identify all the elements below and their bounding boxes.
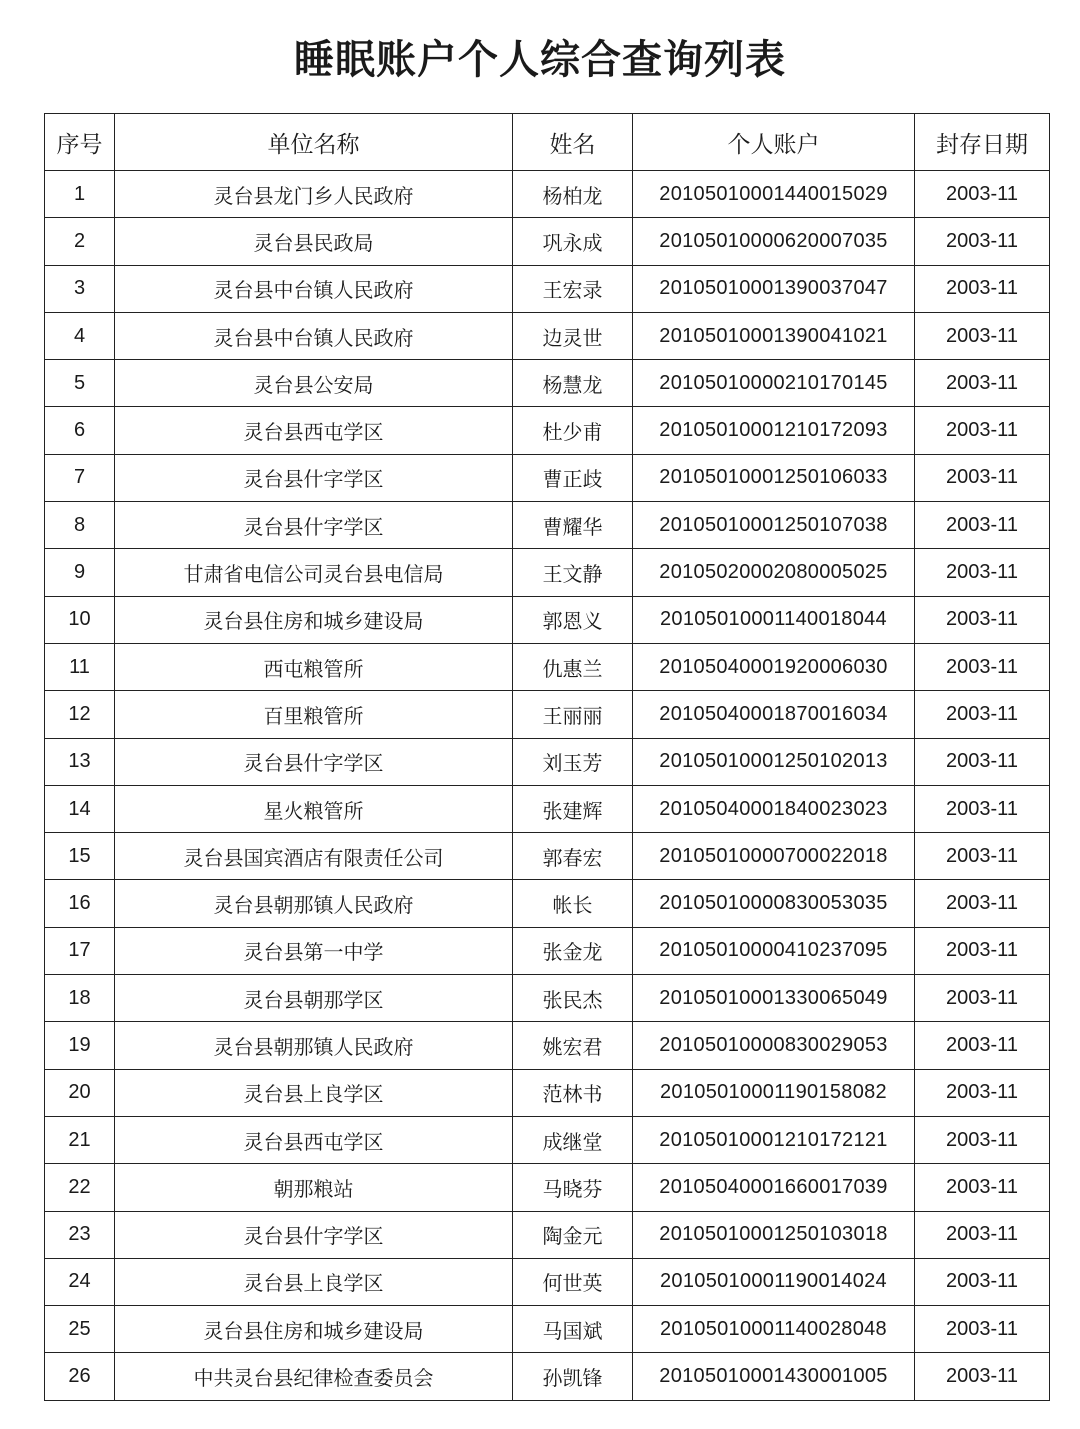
cell-unit: 灵台县住房和城乡建设局 <box>115 1306 513 1353</box>
cell-seq: 12 <box>45 691 115 738</box>
table-row <box>45 596 1050 643</box>
cell-account: 20105010001440015029 <box>633 171 915 218</box>
cell-name: 杨柏龙 <box>513 171 633 218</box>
cell-date: 2003-11 <box>915 833 1050 880</box>
cell-account: 20105010001390041021 <box>633 312 915 359</box>
cell-name: 边灵世 <box>513 312 633 359</box>
cell-unit: 灵台县朝那镇人民政府 <box>115 1022 513 1069</box>
cell-account: 20105010001390037047 <box>633 265 915 312</box>
cell-account: 20105010000700022018 <box>633 833 915 880</box>
cell-name: 张建辉 <box>513 785 633 832</box>
cell-date: 2003-11 <box>915 1022 1050 1069</box>
cell-name: 孙凯锋 <box>513 1353 633 1400</box>
cell-unit: 百里粮管所 <box>115 691 513 738</box>
cell-seq: 5 <box>45 360 115 407</box>
cell-account: 20105010001140028048 <box>633 1306 915 1353</box>
cell-name: 马晓芬 <box>513 1164 633 1211</box>
cell-unit: 灵台县什字学区 <box>115 738 513 785</box>
table-row <box>45 1069 1050 1116</box>
cell-unit: 灵台县公安局 <box>115 360 513 407</box>
cell-date: 2003-11 <box>915 407 1050 454</box>
cell-name: 郭恩义 <box>513 596 633 643</box>
cell-unit: 灵台县国宾酒店有限责任公司 <box>115 833 513 880</box>
cell-unit: 灵台县朝那镇人民政府 <box>115 880 513 927</box>
cell-name: 巩永成 <box>513 218 633 265</box>
table-row <box>45 265 1050 312</box>
cell-unit: 灵台县朝那学区 <box>115 975 513 1022</box>
cell-name: 张金龙 <box>513 927 633 974</box>
table-row <box>45 312 1050 359</box>
cell-date: 2003-11 <box>915 1306 1050 1353</box>
cell-name: 马国斌 <box>513 1306 633 1353</box>
cell-date: 2003-11 <box>915 218 1050 265</box>
cell-account: 20105010000410237095 <box>633 927 915 974</box>
cell-name: 郭春宏 <box>513 833 633 880</box>
cell-date: 2003-11 <box>915 880 1050 927</box>
cell-account: 20105010001250107038 <box>633 502 915 549</box>
cell-seq: 1 <box>45 171 115 218</box>
cell-unit: 灵台县西屯学区 <box>115 1116 513 1163</box>
cell-unit: 灵台县什字学区 <box>115 502 513 549</box>
header-name: 姓名 <box>513 114 633 171</box>
cell-date: 2003-11 <box>915 360 1050 407</box>
cell-date: 2003-11 <box>915 1116 1050 1163</box>
cell-unit: 灵台县第一中学 <box>115 927 513 974</box>
table-row <box>45 360 1050 407</box>
table-header <box>45 114 1050 171</box>
cell-seq: 21 <box>45 1116 115 1163</box>
table-row <box>45 738 1050 785</box>
cell-unit: 中共灵台县纪律检查委员会 <box>115 1353 513 1400</box>
table-row <box>45 1022 1050 1069</box>
cell-unit: 灵台县中台镇人民政府 <box>115 265 513 312</box>
cell-unit: 灵台县西屯学区 <box>115 407 513 454</box>
cell-date: 2003-11 <box>915 171 1050 218</box>
cell-account: 20105010001430001005 <box>633 1353 915 1400</box>
cell-name: 曹正歧 <box>513 454 633 501</box>
cell-name: 曹耀华 <box>513 502 633 549</box>
cell-date: 2003-11 <box>915 1258 1050 1305</box>
cell-account: 20105020002080005025 <box>633 549 915 596</box>
cell-date: 2003-11 <box>915 1164 1050 1211</box>
header-seq: 序号 <box>45 114 115 171</box>
cell-seq: 26 <box>45 1353 115 1400</box>
cell-account: 20105010001250103018 <box>633 1211 915 1258</box>
table-row <box>45 1353 1050 1400</box>
cell-account: 20105040001660017039 <box>633 1164 915 1211</box>
cell-seq: 24 <box>45 1258 115 1305</box>
cell-date: 2003-11 <box>915 1211 1050 1258</box>
table-row <box>45 975 1050 1022</box>
cell-name: 杜少甫 <box>513 407 633 454</box>
cell-unit: 灵台县什字学区 <box>115 454 513 501</box>
cell-unit: 西屯粮管所 <box>115 643 513 690</box>
cell-date: 2003-11 <box>915 454 1050 501</box>
cell-account: 20105010000830029053 <box>633 1022 915 1069</box>
account-table <box>44 113 1050 1401</box>
cell-seq: 16 <box>45 880 115 927</box>
table-row <box>45 1116 1050 1163</box>
cell-account: 20105010000210170145 <box>633 360 915 407</box>
cell-name: 帐长 <box>513 880 633 927</box>
cell-seq: 9 <box>45 549 115 596</box>
cell-seq: 13 <box>45 738 115 785</box>
cell-unit: 甘肃省电信公司灵台县电信局 <box>115 549 513 596</box>
cell-seq: 2 <box>45 218 115 265</box>
cell-account: 20105040001920006030 <box>633 643 915 690</box>
header-date: 封存日期 <box>915 114 1050 171</box>
table-row <box>45 1164 1050 1211</box>
cell-name: 仇惠兰 <box>513 643 633 690</box>
table-row <box>45 643 1050 690</box>
table-body <box>45 171 1050 1401</box>
cell-date: 2003-11 <box>915 265 1050 312</box>
cell-name: 姚宏君 <box>513 1022 633 1069</box>
cell-seq: 19 <box>45 1022 115 1069</box>
cell-name: 王丽丽 <box>513 691 633 738</box>
cell-name: 王宏录 <box>513 265 633 312</box>
cell-account: 20105010001190014024 <box>633 1258 915 1305</box>
table-row <box>45 502 1050 549</box>
cell-date: 2003-11 <box>915 1069 1050 1116</box>
cell-account: 20105010001250106033 <box>633 454 915 501</box>
cell-unit: 朝那粮站 <box>115 1164 513 1211</box>
table-row <box>45 691 1050 738</box>
cell-date: 2003-11 <box>915 1353 1050 1400</box>
cell-seq: 10 <box>45 596 115 643</box>
cell-date: 2003-11 <box>915 502 1050 549</box>
table-row <box>45 454 1050 501</box>
cell-seq: 4 <box>45 312 115 359</box>
cell-name: 杨慧龙 <box>513 360 633 407</box>
table-row <box>45 1258 1050 1305</box>
cell-seq: 11 <box>45 643 115 690</box>
cell-unit: 灵台县民政局 <box>115 218 513 265</box>
table-row <box>45 1211 1050 1258</box>
cell-seq: 6 <box>45 407 115 454</box>
table-row <box>45 833 1050 880</box>
cell-seq: 15 <box>45 833 115 880</box>
cell-name: 王文静 <box>513 549 633 596</box>
table-row <box>45 549 1050 596</box>
cell-date: 2003-11 <box>915 927 1050 974</box>
cell-account: 20105010001190158082 <box>633 1069 915 1116</box>
cell-seq: 23 <box>45 1211 115 1258</box>
cell-date: 2003-11 <box>915 738 1050 785</box>
cell-account: 20105040001840023023 <box>633 785 915 832</box>
cell-date: 2003-11 <box>915 643 1050 690</box>
cell-name: 张民杰 <box>513 975 633 1022</box>
cell-seq: 8 <box>45 502 115 549</box>
cell-name: 陶金元 <box>513 1211 633 1258</box>
cell-seq: 3 <box>45 265 115 312</box>
table-row <box>45 785 1050 832</box>
cell-date: 2003-11 <box>915 691 1050 738</box>
cell-account: 20105040001870016034 <box>633 691 915 738</box>
cell-unit: 灵台县上良学区 <box>115 1069 513 1116</box>
table-row <box>45 927 1050 974</box>
cell-account: 20105010001140018044 <box>633 596 915 643</box>
header-row <box>45 114 1050 171</box>
cell-unit: 星火粮管所 <box>115 785 513 832</box>
table-row <box>45 218 1050 265</box>
cell-account: 20105010001210172093 <box>633 407 915 454</box>
cell-unit: 灵台县龙门乡人民政府 <box>115 171 513 218</box>
cell-account: 20105010001250102013 <box>633 738 915 785</box>
cell-date: 2003-11 <box>915 596 1050 643</box>
cell-account: 20105010000830053035 <box>633 880 915 927</box>
cell-account: 20105010000620007035 <box>633 218 915 265</box>
cell-account: 20105010001330065049 <box>633 975 915 1022</box>
table-row <box>45 407 1050 454</box>
cell-date: 2003-11 <box>915 785 1050 832</box>
table-row <box>45 171 1050 218</box>
cell-name: 范林书 <box>513 1069 633 1116</box>
cell-account: 20105010001210172121 <box>633 1116 915 1163</box>
page-title: 睡眠账户个人综合查询列表 <box>294 36 786 83</box>
cell-seq: 20 <box>45 1069 115 1116</box>
table-row <box>45 880 1050 927</box>
cell-date: 2003-11 <box>915 312 1050 359</box>
header-account: 个人账户 <box>633 114 915 171</box>
cell-unit: 灵台县什字学区 <box>115 1211 513 1258</box>
cell-unit: 灵台县住房和城乡建设局 <box>115 596 513 643</box>
cell-date: 2003-11 <box>915 549 1050 596</box>
cell-seq: 7 <box>45 454 115 501</box>
cell-unit: 灵台县上良学区 <box>115 1258 513 1305</box>
cell-seq: 14 <box>45 785 115 832</box>
cell-seq: 18 <box>45 975 115 1022</box>
cell-name: 刘玉芳 <box>513 738 633 785</box>
cell-name: 何世英 <box>513 1258 633 1305</box>
cell-seq: 22 <box>45 1164 115 1211</box>
header-unit: 单位名称 <box>115 114 513 171</box>
table-row <box>45 1306 1050 1353</box>
cell-name: 成继堂 <box>513 1116 633 1163</box>
cell-seq: 25 <box>45 1306 115 1353</box>
cell-date: 2003-11 <box>915 975 1050 1022</box>
cell-seq: 17 <box>45 927 115 974</box>
cell-unit: 灵台县中台镇人民政府 <box>115 312 513 359</box>
